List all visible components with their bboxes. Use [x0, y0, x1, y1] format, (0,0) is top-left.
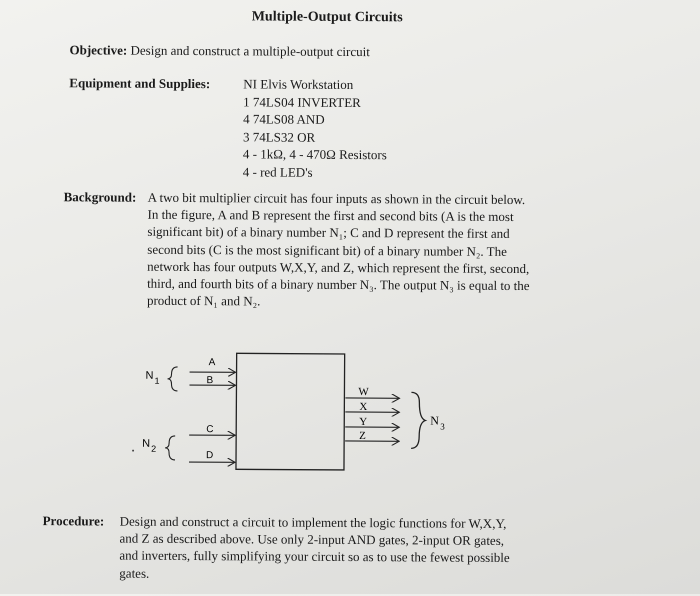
objective-label: Objective:: [69, 42, 127, 57]
input-label-a: A: [209, 357, 216, 368]
circuit-block: [236, 353, 345, 470]
background-line: product of N₁ and N₂.: [147, 292, 617, 312]
n2-subscript: 2: [151, 444, 156, 454]
equipment-item: NI Elvis Workstation: [243, 75, 387, 93]
input-label-c: C: [206, 424, 213, 435]
input-label-d: D: [206, 450, 213, 461]
output-label-y: Y: [359, 416, 367, 428]
objective-section: [69, 42, 369, 60]
n1-label: N: [145, 370, 153, 382]
background-text: [147, 189, 618, 312]
stray-dot: [132, 450, 134, 452]
equipment-list: [243, 75, 388, 181]
procedure-line: gates.: [119, 564, 599, 584]
background-line: network has four outputs W,X,Y, and Z, which represent the first, second,: [147, 258, 617, 278]
input-label-b: B: [206, 375, 213, 386]
equipment-item: 3 74LS32 OR: [243, 128, 387, 146]
background-line: second bits (C is the most significant bit) of a binary number N₂. The: [147, 240, 617, 260]
n1-subscript: 1: [154, 376, 159, 386]
procedure-line: and Z as described above. Use only 2-input AND gates, 2-input OR gates,: [119, 530, 599, 550]
background-line: significant bit) of a binary number N₁; C and D represent the first and: [147, 223, 617, 243]
output-label-w: W: [358, 386, 369, 398]
procedure-line: Design and construct a circuit to implement the logic functions for W,X,Y,: [120, 513, 600, 533]
n3-brace: [411, 392, 425, 448]
procedure-line: and inverters, fully simplifying your circuit so as to use the fewest possible: [119, 547, 599, 567]
procedure-text: [119, 513, 599, 585]
equipment-item: 4 - 1kΩ, 4 - 470Ω Resistors: [243, 145, 387, 163]
n2-label: N: [142, 438, 150, 450]
background-line: third, and fourth bits of a binary number N₃. The output N₃ is equal to the: [147, 275, 617, 295]
output-label-z: Z: [359, 430, 366, 442]
equipment-item: 4 74LS08 AND: [243, 110, 387, 128]
n2-brace: [165, 436, 175, 460]
equipment-item: 4 - red LED's: [243, 163, 387, 181]
objective-text: Design and construct a multiple-output circuit: [130, 43, 369, 59]
equipment-item: 1 74LS04 INVERTER: [243, 93, 387, 111]
n3-subscript: 3: [440, 422, 445, 432]
background-line: In the figure, A and B represent the first and second bits (A is the most: [147, 206, 617, 226]
output-label-x: X: [359, 401, 367, 413]
background-label: Background:: [64, 189, 137, 205]
background-line: A two bit multiplier circuit has four inputs as shown in the circuit below.: [148, 189, 618, 209]
n3-label: N: [430, 413, 439, 427]
procedure-label: Procedure:: [43, 513, 105, 529]
page-title: Multiple-Output Circuits: [252, 9, 403, 26]
n1-brace: [167, 367, 177, 391]
multiplier-circuit-diagram: [129, 339, 490, 481]
equipment-label: Equipment and Supplies:: [69, 75, 210, 92]
